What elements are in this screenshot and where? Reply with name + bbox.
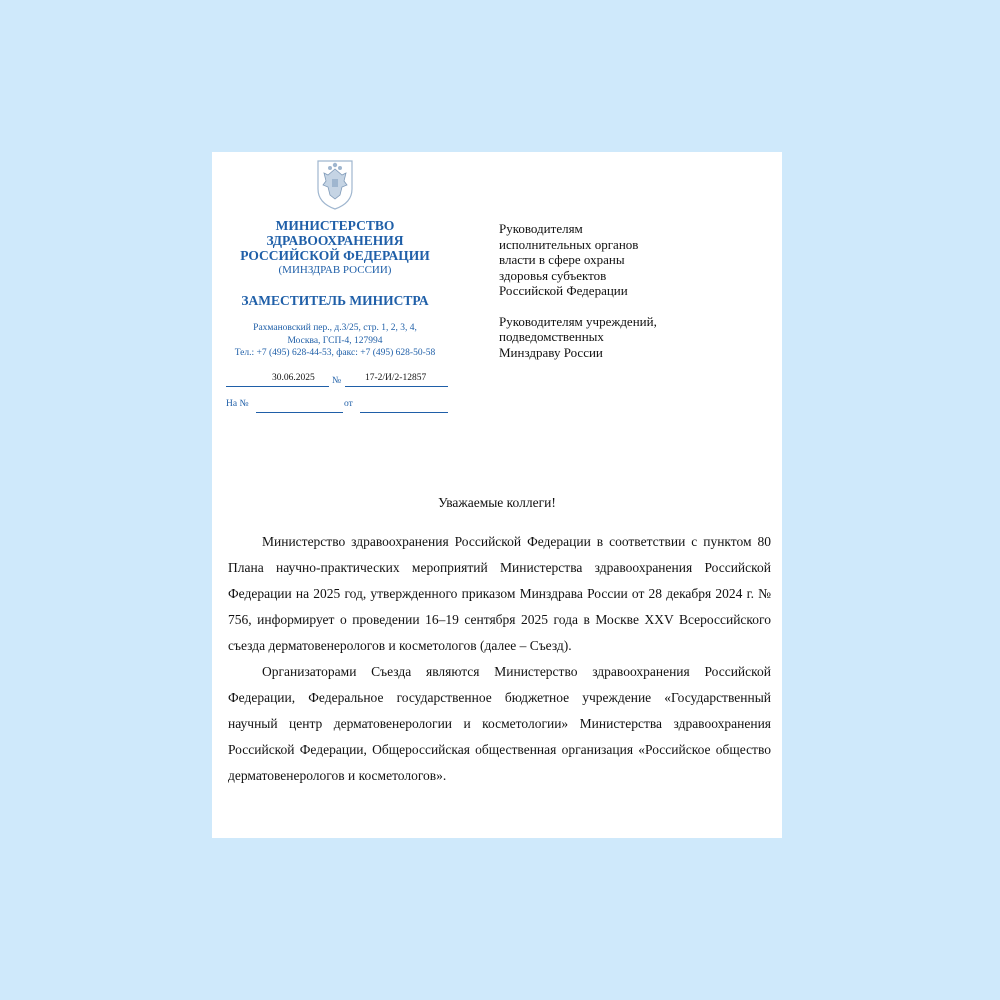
address-line-1: Рахмановский пер., д.3/25, стр. 1, 2, 3, 4, bbox=[253, 323, 417, 333]
number-label: № bbox=[332, 376, 342, 386]
recipient-line: Руководителям bbox=[499, 221, 583, 236]
ministry-line-1: МИНИСТЕРСТВО bbox=[275, 218, 395, 233]
letter-number: 17-2/И/2-12857 bbox=[365, 373, 427, 383]
letter-body bbox=[228, 529, 771, 789]
paragraph-2: Организаторами Съезда являются Министерство здравоохранения Российской Федерации, Федеральное государственное бюджетное учреждение «Государственный научный центр дерматовенерологии и косметологии» Министерства здравоохранения Российской Федерации, Общероссийская общественная организация «Российское общество дерматовенерологов и косметологов». bbox=[228, 664, 771, 783]
incoming-reference bbox=[226, 397, 448, 411]
recipient-line: власти в сфере охраны bbox=[499, 252, 625, 267]
letter-page bbox=[212, 152, 782, 838]
recipient-line: здоровья субъектов bbox=[499, 267, 607, 283]
contacts-line: Тел.: +7 (495) 628-44-53, факс: +7 (495) 628-50-58 bbox=[234, 348, 436, 358]
position-title: ЗАМЕСТИТЕЛЬ МИНИСТРА bbox=[241, 293, 429, 308]
paragraph-1: Министерство здравоохранения Российской Федерации в соответствии с пунктом 80 Плана научно-практических мероприятий Министерства здравоохранения Российской Федерации на 2025 год, утвержденного приказом Минздрава России от 28 декабря 2024 г. № 756, информирует о проведении 16–19 сентября 2025 года в Москве XXV Всероссийского съезда дерматовенерологов и косметологов (далее – Съезд). bbox=[228, 534, 771, 653]
recipient-line: подведомственных bbox=[499, 329, 604, 344]
recipients-block bbox=[499, 221, 769, 360]
outgoing-reference bbox=[226, 373, 448, 387]
recipient-line: Минздраву России bbox=[499, 344, 603, 360]
reply-number-label: На № bbox=[226, 399, 249, 409]
recipient-line: исполнительных органов bbox=[499, 236, 639, 252]
ministry-short-name: (МИНЗДРАВ РОССИИ) bbox=[278, 264, 392, 276]
ministry-line-2: ЗДРАВООХРАНЕНИЯ bbox=[266, 233, 404, 248]
letter-date: 30.06.2025 bbox=[272, 373, 315, 383]
address-line-2: Москва, ГСП-4, 127994 bbox=[287, 335, 383, 346]
greeting: Уважаемые коллеги! bbox=[438, 495, 556, 510]
coat-of-arms-icon bbox=[314, 159, 356, 211]
ministry-name bbox=[212, 218, 458, 277]
recipient-line: Руководителям учреждений, bbox=[499, 313, 657, 329]
ministry-line-3: РОССИЙСКОЙ ФЕДЕРАЦИИ bbox=[240, 248, 430, 263]
recipient-line: Российской Федерации bbox=[499, 283, 628, 298]
reply-from-label: от bbox=[344, 399, 353, 409]
ministry-address bbox=[212, 322, 458, 360]
